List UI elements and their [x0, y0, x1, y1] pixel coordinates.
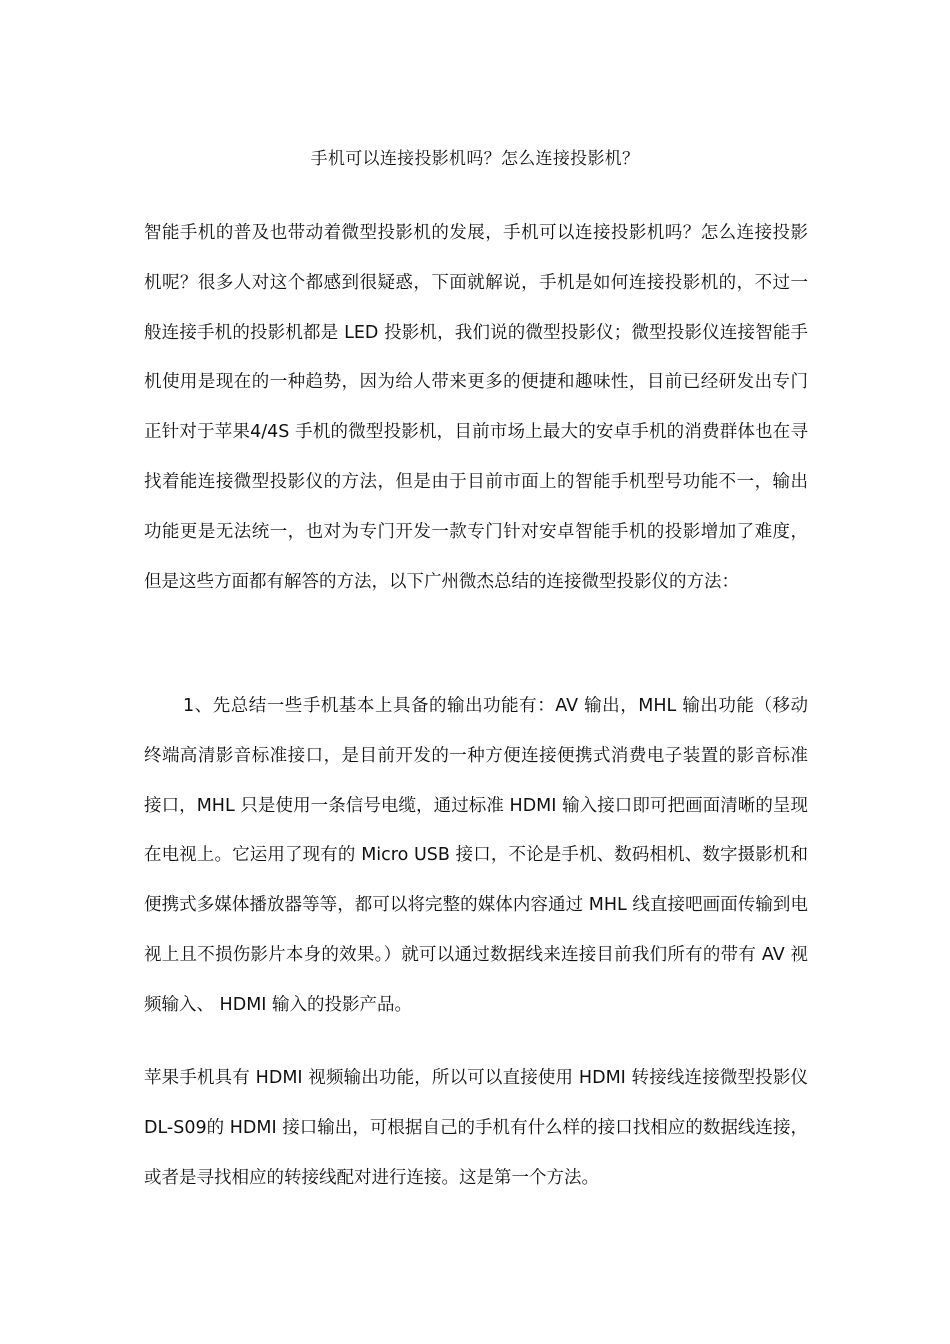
paragraph-method-one: 1、先总结一些手机基本上具备的输出功能有：AV 输出，MHL 输出功能（移动终端高清影音标准接口，是目前开发的一种方便连接便携式消费电子装置的影音标准接口，MHL 只是使用一条信号电缆，通过标准 HDMI 输入接口即可把画面清晰的呈现在电视上。它运用了现有的 Micro USB 接口，不论是手机、数码相机、数字摄影机和便携式多媒体播放器等等，都可以将完整的媒体内容通过 MHL 线直接吧画面传输到电视上且不损伤影片本身的效果。）就可以通过数据线来连接目前我们所有的带有 AV 视频输入、 HDMI 输入的投影产品。 [144, 696, 808, 1015]
paragraph-apple-hdmi: 苹果手机具有 HDMI 视频输出功能，所以可以直接使用 HDMI 转接线连接微型投影仪 DL-S09的 HDMI 接口输出，可根据自己的手机有什么样的接口找相应的数据线连接，或者是寻找相应的转接线配对进行连接。这是第一个方法。 [144, 1068, 808, 1188]
document-title: 手机可以连接投影机吗？怎么连接投影机？ [310, 149, 640, 169]
paragraph-intro: 智能手机的普及也带动着微型投影机的发展，手机可以连接投影机吗？怎么连接投影机呢？很多人对这个都感到很疑惑，下面就解说，手机是如何连接投影机的，不过一般连接手机的投影机都是 LED 投影机，我们说的微型投影仪；微型投影仪连接智能手机使用是现在的一种趋势，因为给人带来更多的便捷和趣味性，目前已经研发出专门正针对于苹果4/4S 手机的微型投影机，目前市场上最大的安卓手机的消费群体也在寻找着能连接微型投影仪的方法，但是由于目前市面上的智能手机型号功能不一，输出功能更是无法统一，也对为专门开发一款专门针对安卓智能手机的投影增加了难度，但是这些方面都有解答的方法，以下广州微杰总结的连接微型投影仪的方法： [144, 223, 808, 592]
